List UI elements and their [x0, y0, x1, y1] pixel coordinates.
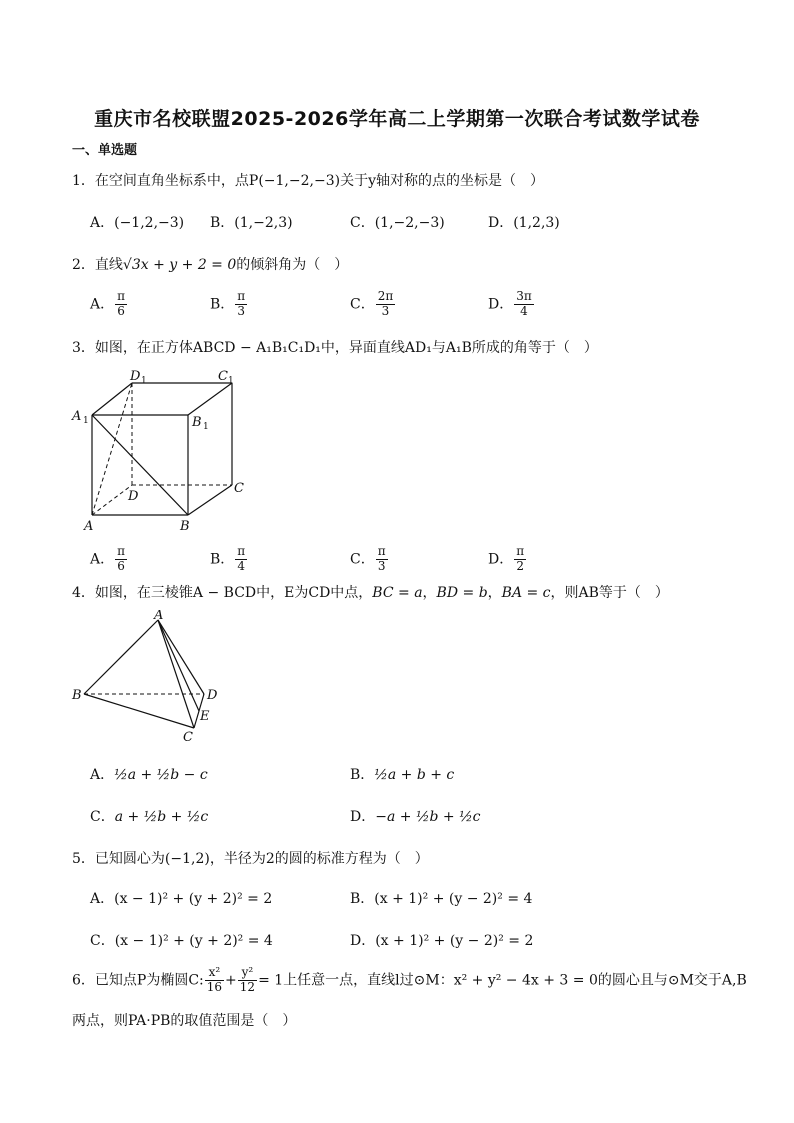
- q5-option-a[interactable]: A．(x − 1)² + (y + 2)² = 2: [90, 891, 273, 907]
- question-4-stem: 4．如图，在三棱锥A − BCD中，E为CD中点，BC = a，BD = b，BA = c，则AB等于（ ）: [72, 585, 669, 601]
- q2-option-a-fraction: [115, 290, 127, 319]
- q4-stem-post: ，则AB等于（ ）: [550, 585, 669, 601]
- label-a1-sub: 1: [83, 416, 89, 426]
- label-b1-sub: 1: [203, 422, 209, 432]
- q4-option-b-letter: B．: [350, 767, 375, 783]
- edge-ab: [84, 620, 158, 694]
- q3-option-a-letter: A．: [90, 551, 115, 568]
- q2-option-b-fraction: [235, 290, 247, 319]
- label-a1: A: [72, 409, 82, 424]
- cube-figure: [70, 368, 250, 533]
- q3-option-b[interactable]: [210, 545, 248, 574]
- fraction-numerator: x²: [205, 966, 224, 981]
- q3-option-d-fraction: [514, 545, 526, 574]
- line-ad1-hidden: [92, 383, 132, 515]
- edge-ae: [158, 620, 199, 711]
- label-b: B: [180, 519, 190, 533]
- q4-option-d-letter: D．: [350, 809, 376, 825]
- label-c: C: [234, 481, 244, 496]
- q6-stem-mid: = 1上任意一点，直线l过⊙M：x² + y² − 4x + 3 = 0的圆心且与⊙M交于A,B: [258, 972, 747, 989]
- q3-option-a[interactable]: [90, 545, 128, 574]
- question-5-stem: 5．已知圆心为(−1,2)，半径为2的圆的标准方程为（ ）: [72, 851, 429, 867]
- fraction-numerator: 3π: [516, 289, 532, 303]
- q2-option-c-letter: C．: [350, 296, 375, 313]
- q6-fraction-x: [205, 966, 224, 995]
- q3-option-c-letter: C．: [350, 551, 375, 568]
- label-b1: B: [192, 415, 202, 430]
- edge-ac: [158, 620, 194, 728]
- q2-stem-pre: 2．直线: [72, 257, 123, 273]
- edge-ad: [158, 620, 204, 694]
- q2-line-equation: √3x + y + 2 = 0: [122, 257, 237, 273]
- fraction-numerator: π: [117, 289, 126, 303]
- q6-fraction-y: [238, 966, 257, 995]
- label-a: A: [154, 610, 164, 623]
- q4-option-c-letter: C．: [90, 809, 115, 825]
- label-b: B: [72, 688, 82, 703]
- fraction-numerator: y²: [238, 966, 257, 981]
- q4-vector-bd: BD = b: [436, 585, 488, 601]
- fraction-denominator: 3: [377, 558, 386, 573]
- q3-option-b-fraction: [235, 545, 247, 574]
- label-c1: C: [218, 369, 228, 384]
- q3-option-b-letter: B．: [210, 551, 235, 568]
- question-6-stem: 6．已知点P为椭圆C: $\frac{\text{x²}}{16}$ + $\frac{\text{y²}}{12}$ = 1上任意一点，直线l过⊙M：x² + y² − 4x + 3 = 0的圆心且与⊙M交于A,B: [72, 965, 747, 994]
- q2-option-d-letter: D．: [488, 296, 514, 313]
- section-heading: 一、单选题: [72, 143, 138, 158]
- edge-bc: [84, 694, 194, 728]
- q4-option-d[interactable]: [350, 806, 481, 826]
- label-d1: D: [130, 369, 141, 384]
- label-c: C: [183, 730, 193, 745]
- q2-stem-post: 的倾斜角为（ ）: [236, 257, 349, 273]
- q5-option-d[interactable]: D．(x + 1)² + (y − 2)² = 2: [350, 933, 534, 949]
- edge-a1d1: [92, 383, 132, 415]
- q5-option-b[interactable]: B．(x + 1)² + (y − 2)² = 4: [350, 891, 533, 907]
- exam-title: 重庆市名校联盟2025-2026学年高二上学期第一次联合考试数学试卷: [94, 108, 700, 130]
- q2-option-c-fraction: [376, 290, 396, 319]
- label-d: D: [207, 688, 218, 703]
- fraction-numerator: 2π: [377, 289, 394, 303]
- q4-option-d-expression: −a + ½b + ½c: [375, 809, 481, 825]
- edge-b1c1: [188, 383, 232, 415]
- q2-option-a[interactable]: [90, 290, 128, 319]
- fraction-denominator: 16: [206, 979, 223, 994]
- question-3-stem: 3．如图，在正方体ABCD − A₁B₁C₁D₁中，异面直线AD₁与A₁B所成的角等于（ ）: [72, 340, 598, 356]
- q5-option-c[interactable]: C．(x − 1)² + (y + 2)² = 4: [90, 933, 273, 949]
- q3-option-d[interactable]: [488, 545, 527, 574]
- fraction-denominator: 4: [237, 558, 246, 573]
- q4-vector-ba: BA = c: [501, 585, 551, 601]
- edge-ad-hidden: [92, 485, 132, 515]
- q2-option-c[interactable]: [350, 290, 396, 319]
- tetrahedron-figure: [70, 610, 230, 745]
- fraction-numerator: π: [516, 544, 525, 558]
- label-c1-sub: 1: [228, 376, 234, 386]
- fraction-denominator: 6: [117, 303, 125, 318]
- question-2-stem: [72, 254, 348, 274]
- label-d: D: [128, 489, 139, 504]
- fraction-denominator: 3: [381, 303, 390, 318]
- q4-option-c-expression: a + ½b + ½c: [114, 809, 209, 825]
- q4-option-a-letter: A．: [90, 767, 115, 783]
- fraction-denominator: 3: [237, 303, 246, 318]
- q1-option-a[interactable]: A．(−1,2,−3): [90, 215, 185, 231]
- q1-option-b[interactable]: B．(1,−2,3): [210, 215, 293, 231]
- q2-option-b-letter: B．: [210, 296, 235, 313]
- line-a1b: [92, 415, 188, 515]
- q2-option-d[interactable]: [488, 290, 535, 319]
- q3-option-c-fraction: [376, 545, 388, 574]
- q4-vector-bc: BC = a: [372, 585, 423, 601]
- fraction-denominator: 12: [239, 979, 256, 994]
- label-d1-sub: 1: [141, 376, 147, 386]
- fraction-numerator: π: [377, 544, 386, 558]
- q3-option-d-letter: D．: [488, 551, 514, 568]
- q4-option-a-expression: ½a + ½b − c: [114, 767, 208, 783]
- fraction-numerator: π: [237, 544, 246, 558]
- fraction-numerator: π: [237, 289, 246, 303]
- q4-option-b[interactable]: [350, 764, 454, 784]
- fraction-denominator: 4: [520, 303, 528, 318]
- fraction-denominator: 2: [516, 558, 524, 573]
- q2-option-a-letter: A．: [90, 296, 115, 313]
- q3-option-a-fraction: [115, 545, 127, 574]
- q4-option-a[interactable]: [90, 764, 208, 784]
- q4-option-c[interactable]: [90, 806, 208, 826]
- q3-option-c[interactable]: [350, 545, 389, 574]
- q2-option-b[interactable]: [210, 290, 248, 319]
- label-a: A: [84, 519, 94, 533]
- q6-stem-pre: 6．已知点P为椭圆C:: [72, 972, 204, 989]
- q1-option-d[interactable]: D．(1,2,3): [488, 215, 560, 231]
- edge-bc: [188, 485, 232, 515]
- label-e: E: [200, 709, 210, 724]
- q1-option-c[interactable]: C．(1,−2,−3): [350, 215, 445, 231]
- q4-stem-pre: 4．如图，在三棱锥A − BCD中，E为CD中点，: [72, 585, 373, 601]
- q2-option-d-fraction: [514, 290, 534, 319]
- question-1-stem: 1．在空间直角坐标系中，点P(−1,−2,−3)关于y轴对称的点的坐标是（ ）: [72, 173, 544, 189]
- fraction-denominator: 6: [117, 558, 125, 573]
- q4-option-b-expression: ½a + b + c: [374, 767, 455, 783]
- fraction-numerator: π: [117, 544, 126, 558]
- question-6-stem-line2: 两点，则PA·PB的取值范围是（ ）: [72, 1013, 297, 1029]
